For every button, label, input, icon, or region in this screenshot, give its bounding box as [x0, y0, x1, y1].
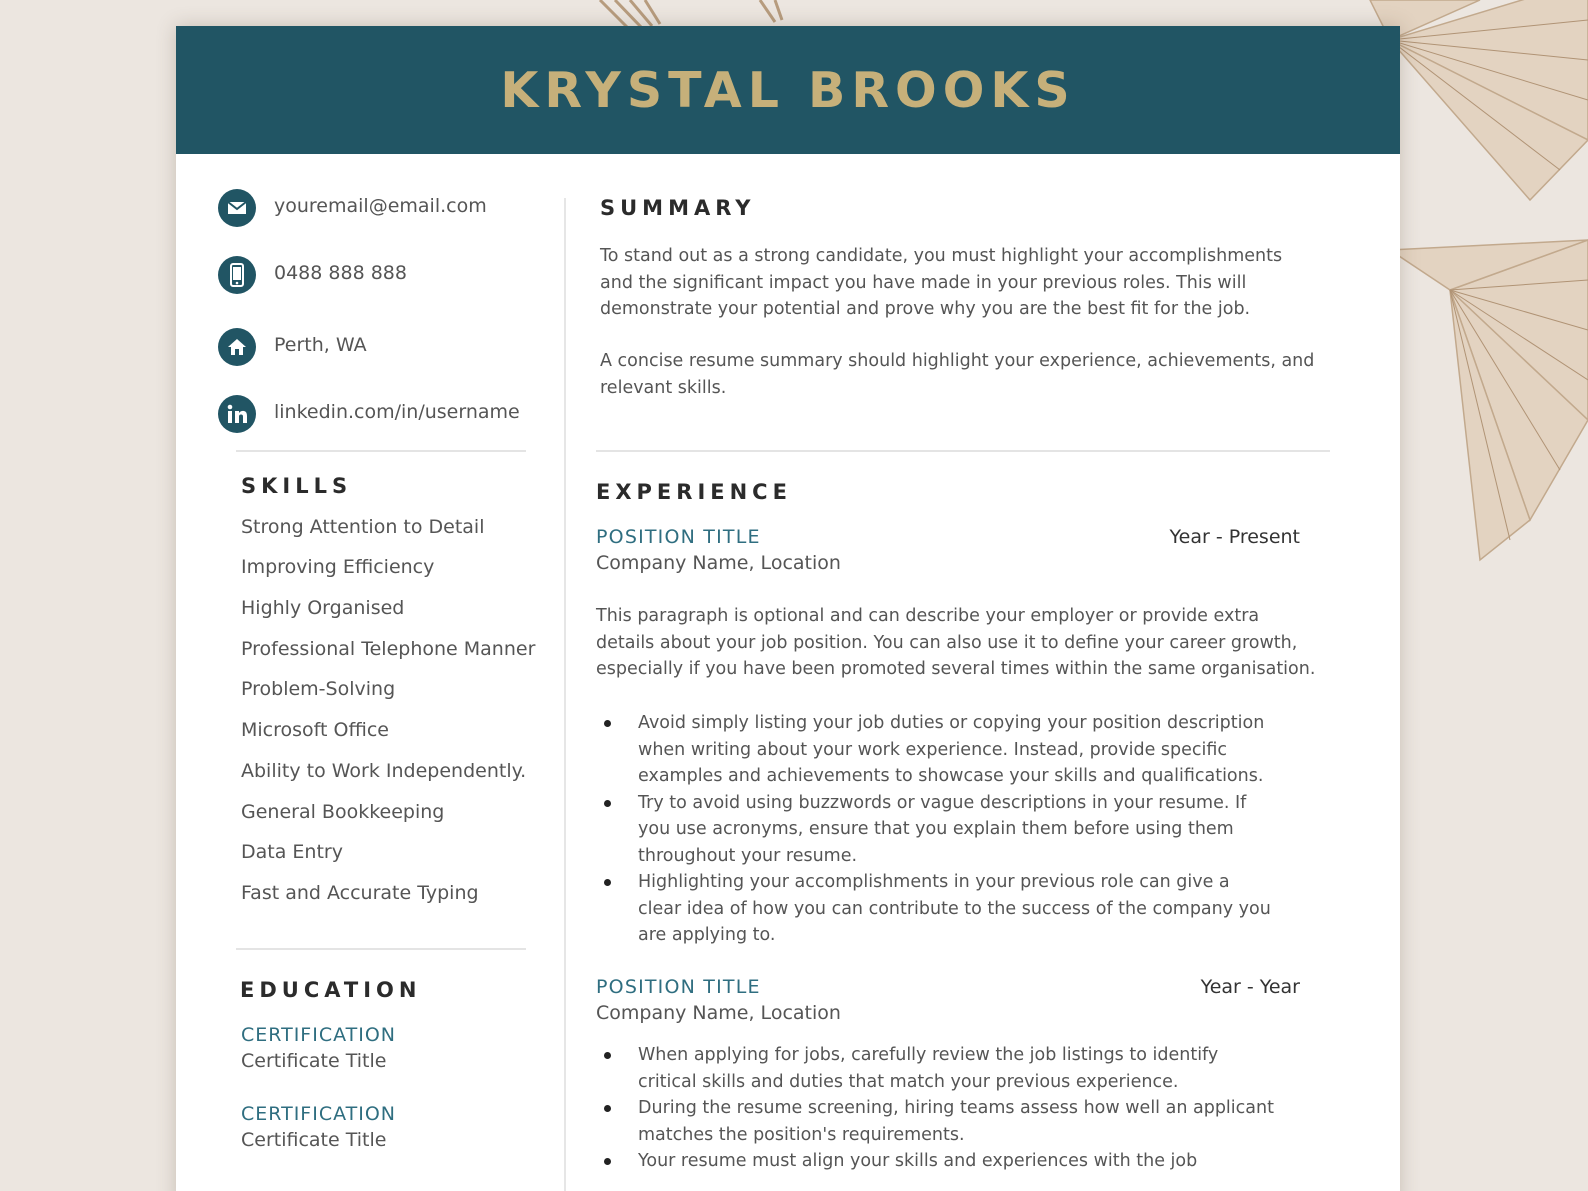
certification-heading: CERTIFICATION — [241, 1103, 396, 1125]
summary-paragraph: A concise resume summary should highlight your experience, achievements, and relevant skills. — [600, 351, 1315, 398]
education-heading: EDUCATION — [240, 978, 422, 1002]
skills-heading: SKILLS — [241, 474, 353, 498]
envelope-icon — [218, 189, 256, 227]
company-location: Company Name, Location — [596, 1002, 841, 1024]
location-text: Perth, WA — [274, 334, 367, 356]
company-location: Company Name, Location — [596, 552, 841, 574]
job-bullets — [596, 710, 1276, 949]
certificate-title: Certificate Title — [241, 1129, 387, 1151]
linkedin-icon — [218, 395, 256, 433]
position-title: POSITION TITLE — [596, 976, 761, 998]
bullet-item: When applying for jobs, carefully review the job listings to identify critical skills and duties that match your previous experience. — [596, 1042, 1276, 1095]
linkedin-text: linkedin.com/in/username — [274, 401, 520, 423]
resume-page — [176, 26, 1400, 1191]
skill-item: Fast and Accurate Typing — [241, 882, 479, 904]
phone-icon — [218, 256, 256, 294]
skill-item: Highly Organised — [241, 597, 405, 619]
skill-item: Data Entry — [241, 841, 343, 863]
skill-item: Microsoft Office — [241, 719, 389, 741]
skill-item: Improving Efficiency — [241, 556, 435, 578]
position-dates: Year - Year — [1200, 976, 1300, 998]
candidate-name: KRYSTAL BROOKS — [500, 61, 1076, 119]
skill-item: Strong Attention to Detail — [241, 516, 485, 538]
summary-paragraph: To stand out as a strong candidate, you must highlight your accomplishments and the significant impact you have made in your previous roles. This will demonstrate your potential and prove why you are the best fit for the job. — [600, 246, 1283, 319]
skill-item: General Bookkeeping — [241, 801, 445, 823]
bullet-item: Highlighting your accomplishments in your previous role can give a clear idea of how you can contribute to the success of the company you are applying to. — [596, 869, 1276, 949]
job-bullets — [596, 1042, 1276, 1175]
email-text: youremail@email.com — [274, 195, 487, 217]
summary-heading: SUMMARY — [600, 196, 756, 220]
certificate-title: Certificate Title — [241, 1050, 387, 1072]
divider — [596, 450, 1330, 452]
phone-text: 0488 888 888 — [274, 262, 407, 284]
experience-heading: EXPERIENCE — [596, 480, 792, 504]
divider — [236, 948, 526, 950]
bullet-item: During the resume screening, hiring teams assess how well an applicant matches the position's requirements. — [596, 1095, 1276, 1148]
position-title: POSITION TITLE — [596, 526, 761, 548]
position-dates: Year - Present — [1169, 526, 1300, 548]
job-description: This paragraph is optional and can describe your employer or provide extra details about your job position. You can also use it to define your career growth, especially if you have been promoted several times within the same organisation. — [596, 606, 1316, 679]
certification-heading: CERTIFICATION — [241, 1024, 396, 1046]
resume-header — [176, 26, 1400, 154]
bullet-item: Avoid simply listing your job duties or copying your position description when writing about your work experience. Instead, provide specific examples and achievements to showcase your skills and qualifications. — [596, 710, 1276, 790]
column-divider — [564, 198, 566, 1191]
bullet-item: Try to avoid using buzzwords or vague descriptions in your resume. If you use acronyms, ensure that you explain them before using them throughout your resume. — [596, 790, 1276, 870]
divider — [236, 450, 526, 452]
bullet-item: Your resume must align your skills and experiences with the job — [596, 1148, 1276, 1175]
home-icon — [218, 328, 256, 366]
skill-item: Problem-Solving — [241, 678, 396, 700]
skill-item: Ability to Work Independently. — [241, 760, 527, 782]
skill-item: Professional Telephone Manner — [241, 638, 536, 660]
